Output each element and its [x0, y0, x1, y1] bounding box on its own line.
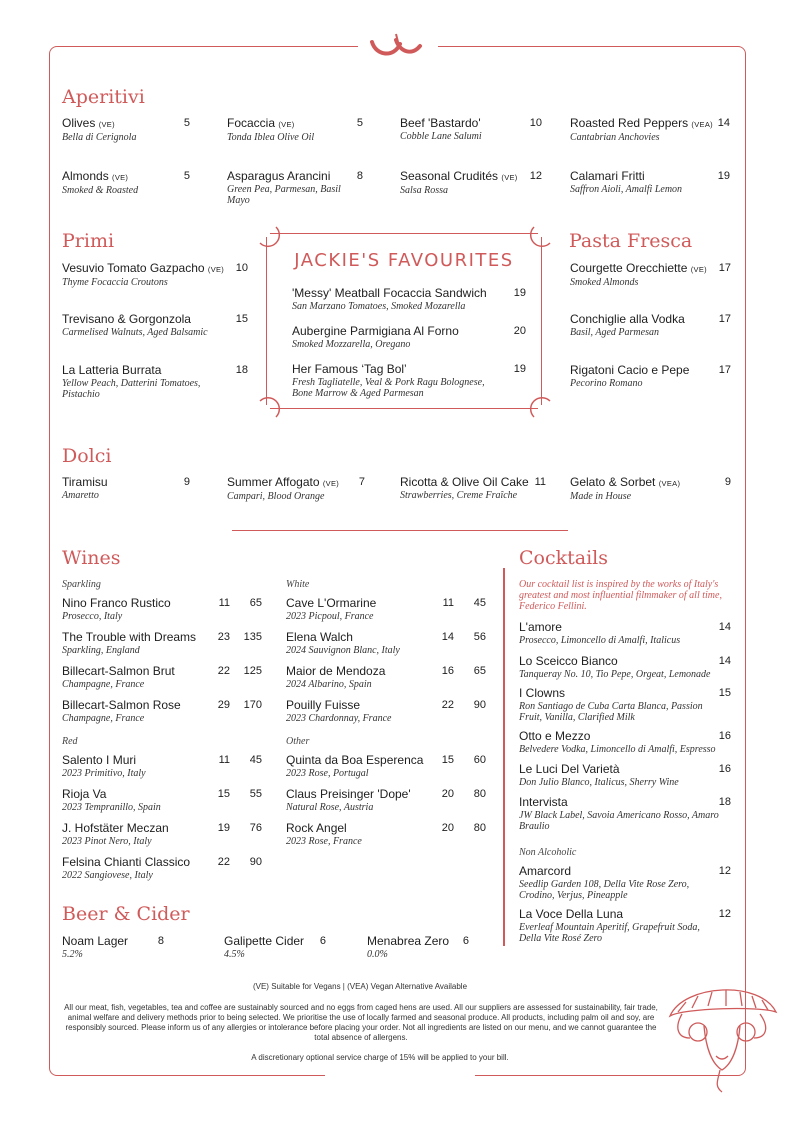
favourites-title: JACKIE'S FAVOURITES — [294, 250, 514, 271]
item-description: Cobble Lane Salumi — [400, 131, 482, 142]
item-price: 17 — [718, 262, 731, 274]
item-name — [519, 686, 731, 701]
item-description: Fresh Tagliatelle, Veal & Pork Ragu Bolognese, Bone Marrow & Aged Parmesan — [292, 377, 485, 399]
menu-item — [400, 169, 542, 196]
wine-name: Rock Angel — [286, 821, 347, 835]
wine-item — [62, 753, 262, 779]
wine-item — [286, 664, 486, 690]
item-price: 17 — [718, 313, 731, 325]
item-price: 12 — [529, 170, 542, 182]
service-charge-note: A discretionary optional service charge of 15% will be applied to your bill. — [251, 1053, 509, 1062]
wine-bottle-price: 45 — [473, 597, 486, 609]
item-name — [224, 934, 326, 949]
wine-name: Cave L'Ormarine — [286, 596, 377, 610]
wine-name: Billecart-Salmon Brut — [62, 664, 175, 678]
item-name-text: Her Famous ‘Tag Bol’ — [292, 362, 407, 376]
wine-bottle-price: 90 — [249, 856, 262, 868]
white-label: White — [286, 579, 310, 590]
menu-item — [519, 686, 731, 723]
item-description: Smoked & Roasted — [62, 185, 139, 196]
wine-item — [286, 753, 486, 779]
item-name-text: Beef 'Bastardo' — [400, 116, 481, 130]
item-description: Bella di Cerignola — [62, 132, 137, 143]
item-price: 6 — [462, 935, 469, 947]
item-description: Tanqueray No. 10, Tio Pepe, Orgeat, Lemonade — [519, 669, 711, 680]
menu-item — [570, 312, 731, 338]
wine-name: Maior de Mendoza — [286, 664, 386, 678]
wine-glass-price: 29 — [217, 699, 230, 711]
wine-glass-price: 11 — [218, 597, 230, 609]
item-description: JW Black Label, Savoia Americano Rosso, Amaro Braulio — [519, 810, 719, 832]
wine-name: Pouilly Fuisse — [286, 698, 361, 712]
wine-description: 2022 Sangiovese, Italy — [62, 870, 153, 881]
wine-bottle-price: 90 — [473, 699, 486, 711]
menu-item — [292, 286, 526, 312]
item-price: 16 — [718, 730, 731, 742]
item-description: Seedlip Garden 108, Della Vite Rose Zero, Crodino, Verjus, Pineapple — [519, 879, 690, 901]
item-description: 5.2% — [62, 949, 83, 960]
item-name-text: Conchiglie alla Vodka — [570, 312, 685, 326]
wine-item — [286, 630, 486, 656]
menu-item — [227, 169, 363, 206]
wine-name: Felsina Chianti Classico — [62, 855, 191, 869]
menu-item — [570, 116, 730, 143]
wine-glass-price: 15 — [441, 754, 454, 766]
item-name-text: Intervista — [519, 795, 568, 809]
item-price: 18 — [235, 364, 248, 376]
item-name-text: Le Luci Del Varietà — [519, 762, 620, 776]
wine-glass-price: 16 — [441, 665, 454, 677]
wine-item — [286, 821, 486, 847]
item-price: 12 — [718, 908, 731, 920]
item-description: Yellow Peach, Datterini Tomatoes, Pistachio — [62, 378, 201, 400]
wine-item — [62, 630, 262, 656]
item-description: Smoked Almonds — [570, 277, 639, 288]
item-name-text: Noam Lager — [62, 934, 129, 948]
item-name-text: Roasted Red Peppers — [570, 116, 689, 130]
wine-item — [62, 821, 262, 847]
item-name-text: Courgette Orecchiette — [570, 261, 688, 275]
item-price: 19 — [717, 170, 730, 182]
dolci-title: Dolci — [62, 445, 112, 467]
menu-item — [519, 729, 731, 755]
wine-name: Rioja Va — [62, 787, 107, 801]
menu-item — [570, 363, 731, 389]
item-name-text: Ricotta & Olive Oil Cake — [400, 475, 529, 489]
menu-item — [292, 324, 526, 350]
menu-item — [367, 934, 469, 960]
item-name-text: L'amore — [519, 620, 562, 634]
item-name-text: Focaccia — [227, 116, 276, 130]
menu-item — [227, 116, 363, 143]
item-name — [62, 261, 248, 277]
item-name — [62, 169, 190, 185]
item-name — [519, 729, 731, 744]
item-price: 10 — [235, 262, 248, 274]
wine-name: Elena Walch — [286, 630, 353, 644]
wine-description: 2023 Chardonnay, France — [286, 713, 392, 724]
item-price: 19 — [513, 363, 526, 375]
sustainability-note: All our meat, fish, vegetables, tea and coffee are sustainably sourced and no eggs from caged hens are used. All our suppliers are assessed for sustainability, fair trade, animal welfare and delivery methods prior to being selected. We prioritise the use of locally farmed and seasonal produce. All products, including palm oil and soy, are responsibly sourced. Please inform us of any allergies or intolerance before placing your order. Not all ingredients are listed on our menu, and we cannot guarantee the total absence of allergens. — [64, 1003, 658, 1042]
item-description: 0.0% — [367, 949, 388, 960]
wine-description: 2024 Sauvignon Blanc, Italy — [286, 645, 400, 656]
item-diet-tag: (VE) — [322, 479, 340, 488]
item-name — [519, 907, 731, 922]
item-description: Amaretto — [62, 490, 99, 501]
item-diet-tag: (VE) — [278, 120, 295, 129]
wine-description: Champagne, France — [62, 713, 145, 724]
item-description: Campari, Blood Orange — [227, 491, 325, 502]
item-price: 7 — [358, 476, 365, 488]
item-diet-tag: (VE) — [501, 173, 518, 182]
wine-bottle-price: 60 — [473, 754, 486, 766]
item-price: 6 — [319, 935, 326, 947]
wine-bottle-price: 170 — [243, 699, 262, 711]
item-description: Strawberries, Creme Fraîche — [400, 490, 518, 501]
item-price: 11 — [534, 476, 546, 488]
item-price: 19 — [513, 287, 526, 299]
wine-description: 2023 Primitivo, Italy — [62, 768, 146, 779]
wine-name: J. Hofstäter Meczan — [62, 821, 169, 835]
item-name — [570, 261, 731, 277]
wine-item — [62, 787, 262, 813]
item-name — [570, 475, 731, 491]
item-name-text: La Voce Della Luna — [519, 907, 624, 921]
item-description: 4.5% — [224, 949, 245, 960]
wine-description: 2024 Albarino, Spain — [286, 679, 372, 690]
menu-item — [519, 795, 731, 832]
menu-item — [292, 362, 526, 399]
item-name — [62, 934, 164, 949]
non-alcoholic-label: Non Alcoholic — [519, 847, 577, 858]
wine-name: The Trouble with Dreams — [62, 630, 197, 644]
wines-title: Wines — [62, 547, 121, 569]
menu-item — [519, 762, 731, 788]
item-price: 8 — [356, 170, 363, 182]
wine-description: Natural Rose, Austria — [286, 802, 374, 813]
menu-item — [62, 363, 248, 400]
item-name — [400, 116, 542, 131]
item-description: Carmelised Walnuts, Aged Balsamic — [62, 327, 208, 338]
item-name — [292, 362, 526, 377]
menu-item — [62, 116, 190, 143]
item-name — [570, 116, 730, 132]
item-price: 20 — [513, 325, 526, 337]
menu-item — [224, 934, 326, 960]
menu-item — [400, 475, 546, 501]
item-description: Green Pea, Parmesan, Basil Mayo — [227, 184, 341, 206]
wine-description: 2023 Tempranillo, Spain — [62, 802, 161, 813]
item-name — [519, 762, 731, 777]
wine-bottle-price: 55 — [249, 788, 262, 800]
item-name — [62, 116, 190, 132]
item-description: Saffron Aioli, Amalfi Lemon — [570, 184, 683, 195]
wine-glass-price: 22 — [441, 699, 454, 711]
menu-item — [400, 116, 542, 142]
item-description: Don Julio Blanco, Italicus, Sherry Wine — [519, 777, 679, 788]
item-description: Smoked Mozzarella, Oregano — [292, 339, 411, 350]
wine-bottle-price: 65 — [473, 665, 486, 677]
wine-description: 2023 Pinot Nero, Italy — [62, 836, 152, 847]
other-label: Other — [286, 736, 310, 747]
item-name — [570, 363, 731, 378]
cocktails-title: Cocktails — [519, 547, 608, 569]
menu-item — [62, 475, 190, 501]
item-name-text: Seasonal Crudités — [400, 169, 499, 183]
wine-name: Claus Preisinger 'Dope' — [286, 787, 411, 801]
wine-description: Sparkling, England — [62, 645, 140, 656]
sparkling-label: Sparkling — [62, 579, 101, 590]
wine-glass-price: 22 — [217, 856, 230, 868]
item-name-text: I Clowns — [519, 686, 566, 700]
wine-glass-price: 22 — [217, 665, 230, 677]
item-name — [400, 169, 542, 185]
item-price: 5 — [356, 117, 363, 129]
beer-title: Beer & Cider — [62, 903, 190, 925]
item-description: Prosecco, Limoncello di Amalfi, Italicus — [519, 635, 681, 646]
wine-name: Billecart-Salmon Rose — [62, 698, 181, 712]
item-name-text: 'Messy' Meatball Focaccia Sandwich — [292, 286, 487, 300]
wine-item — [62, 664, 262, 690]
menu-item — [519, 620, 731, 646]
item-name-text: Asparagus Arancini — [227, 169, 331, 183]
item-name — [519, 795, 731, 810]
item-price: 10 — [529, 117, 542, 129]
item-price: 5 — [183, 117, 190, 129]
chilli-logo-icon — [366, 30, 426, 66]
wine-glass-price: 14 — [441, 631, 454, 643]
item-description: Cantabrian Anchovies — [570, 132, 660, 143]
item-price: 16 — [718, 763, 731, 775]
wine-bottle-price: 56 — [473, 631, 486, 643]
wine-bottle-price: 80 — [473, 788, 486, 800]
wine-name: Nino Franco Rustico — [62, 596, 171, 610]
item-price: 5 — [183, 170, 190, 182]
primi-title: Primi — [62, 230, 115, 252]
wine-glass-price: 11 — [218, 754, 230, 766]
item-name — [292, 286, 526, 301]
item-price: 9 — [183, 476, 190, 488]
item-name-text: Summer Affogato — [227, 475, 320, 489]
wine-bottle-price: 80 — [473, 822, 486, 834]
item-name — [519, 654, 731, 669]
menu-item — [519, 907, 731, 944]
item-name-text: Calamari Fritti — [570, 169, 645, 183]
wine-item — [62, 855, 262, 881]
item-description: Everleaf Mountain Aperitif, Grapefruit Soda, Della Vite Rosé Zero — [519, 922, 700, 944]
item-description: Salsa Rossa — [400, 185, 449, 196]
item-name — [227, 169, 363, 184]
wine-item — [62, 698, 262, 724]
vegan-legend: (VE) Suitable for Vegans | (VEA) Vegan Alternative Available — [252, 982, 468, 991]
section-divider — [232, 530, 568, 531]
item-price: 9 — [724, 476, 731, 488]
item-price: 15 — [235, 313, 248, 325]
wine-bottle-price: 135 — [243, 631, 262, 643]
item-name-text: Rigatoni Cacio e Pepe — [570, 363, 690, 377]
item-name-text: La Latteria Burrata — [62, 363, 162, 377]
item-name-text: Amarcord — [519, 864, 572, 878]
item-description: San Marzano Tomatoes, Smoked Mozarella — [292, 301, 466, 312]
item-description: Belvedere Vodka, Limoncello di Amalfi, Espresso — [519, 744, 716, 755]
wine-glass-price: 11 — [442, 597, 454, 609]
item-diet-tag: (VEA) — [691, 120, 713, 129]
item-name — [570, 312, 731, 327]
wine-bottle-price: 76 — [249, 822, 262, 834]
wine-glass-price: 19 — [217, 822, 230, 834]
item-name — [519, 864, 731, 879]
cocktails-intro: Our cocktail list is inspired by the works of Italy's greatest and most influential filmmaker of all time, Federico Fellini. — [519, 579, 722, 612]
item-diet-tag: (VE) — [207, 265, 225, 274]
aperitivi-title: Aperitivi — [62, 86, 145, 108]
item-name — [570, 169, 730, 184]
wine-glass-price: 20 — [441, 788, 454, 800]
item-description: Thyme Focaccia Croutons — [62, 277, 168, 288]
item-name-text: Olives — [62, 116, 96, 130]
wine-bottle-price: 45 — [249, 754, 262, 766]
item-price: 14 — [718, 655, 731, 667]
item-description: Basil, Aged Parmesan — [570, 327, 659, 338]
item-name-text: Tiramisu — [62, 475, 108, 489]
wine-item — [286, 787, 486, 813]
item-name — [367, 934, 469, 949]
item-name-text: Aubergine Parmigiana Al Forno — [292, 324, 459, 338]
item-name — [227, 475, 365, 491]
cocktails-divider — [503, 568, 505, 946]
pasta-title: Pasta Fresca — [569, 230, 693, 252]
item-price: 14 — [718, 621, 731, 633]
wine-bottle-price: 65 — [249, 597, 262, 609]
item-description: Ron Santiago de Cuba Carta Blanca, Passion Fruit, Vanilla, Clarified Milk — [519, 701, 703, 723]
item-name — [292, 324, 526, 339]
item-description: Tonda Iblea Olive Oil — [227, 132, 315, 143]
item-price: 12 — [718, 865, 731, 877]
item-price: 8 — [157, 935, 164, 947]
item-name — [62, 363, 248, 378]
item-name-text: Almonds — [62, 169, 109, 183]
item-name-text: Lo Sceicco Bianco — [519, 654, 618, 668]
wine-description: Prosecco, Italy — [62, 611, 123, 622]
menu-item — [62, 169, 190, 196]
wine-glass-price: 23 — [217, 631, 230, 643]
item-price: 14 — [717, 117, 730, 129]
wine-name: Quinta da Boa Esperenca — [286, 753, 424, 767]
menu-item — [519, 864, 731, 901]
wine-bottle-price: 125 — [243, 665, 262, 677]
item-name-text: Menabrea Zero — [367, 934, 450, 948]
item-diet-tag: (VE) — [98, 120, 115, 129]
wine-name: Salento I Muri — [62, 753, 137, 767]
item-price: 17 — [718, 364, 731, 376]
red-label: Red — [62, 736, 78, 747]
item-name-text: Otto e Mezzo — [519, 729, 591, 743]
menu-item — [570, 475, 731, 502]
wine-glass-price: 15 — [217, 788, 230, 800]
menu-item — [227, 475, 365, 502]
item-diet-tag: (VEA) — [658, 479, 681, 488]
item-name-text: Vesuvio Tomato Gazpacho — [62, 261, 205, 275]
menu-item — [62, 312, 248, 338]
item-name — [62, 475, 190, 490]
item-diet-tag: (VE) — [112, 173, 129, 182]
wine-item — [62, 596, 262, 622]
menu-item — [62, 934, 164, 960]
item-name — [519, 620, 731, 635]
wine-description: 2023 Rose, France — [286, 836, 362, 847]
wine-item — [286, 698, 486, 724]
item-name — [227, 116, 363, 132]
menu-item — [62, 261, 248, 288]
wine-glass-price: 20 — [441, 822, 454, 834]
wine-item — [286, 596, 486, 622]
item-price: 18 — [718, 796, 731, 808]
item-diet-tag: (VE) — [690, 265, 707, 274]
item-price: 15 — [718, 687, 731, 699]
item-description: Pecorino Romano — [570, 378, 643, 389]
item-name-text: Trevisano & Gorgonzola — [62, 312, 191, 326]
item-description: Made in House — [570, 491, 632, 502]
wine-description: 2023 Picpoul, France — [286, 611, 374, 622]
item-name-text: Galipette Cider — [224, 934, 305, 948]
item-name-text: Gelato & Sorbet — [570, 475, 656, 489]
menu-item — [570, 261, 731, 288]
lady-illustration-icon — [664, 978, 782, 1094]
menu-item — [519, 654, 731, 680]
item-name — [400, 475, 546, 490]
item-name — [62, 312, 248, 327]
wine-description: 2023 Rose, Portugal — [286, 768, 369, 779]
wine-description: Champagne, France — [62, 679, 145, 690]
menu-item — [570, 169, 730, 195]
